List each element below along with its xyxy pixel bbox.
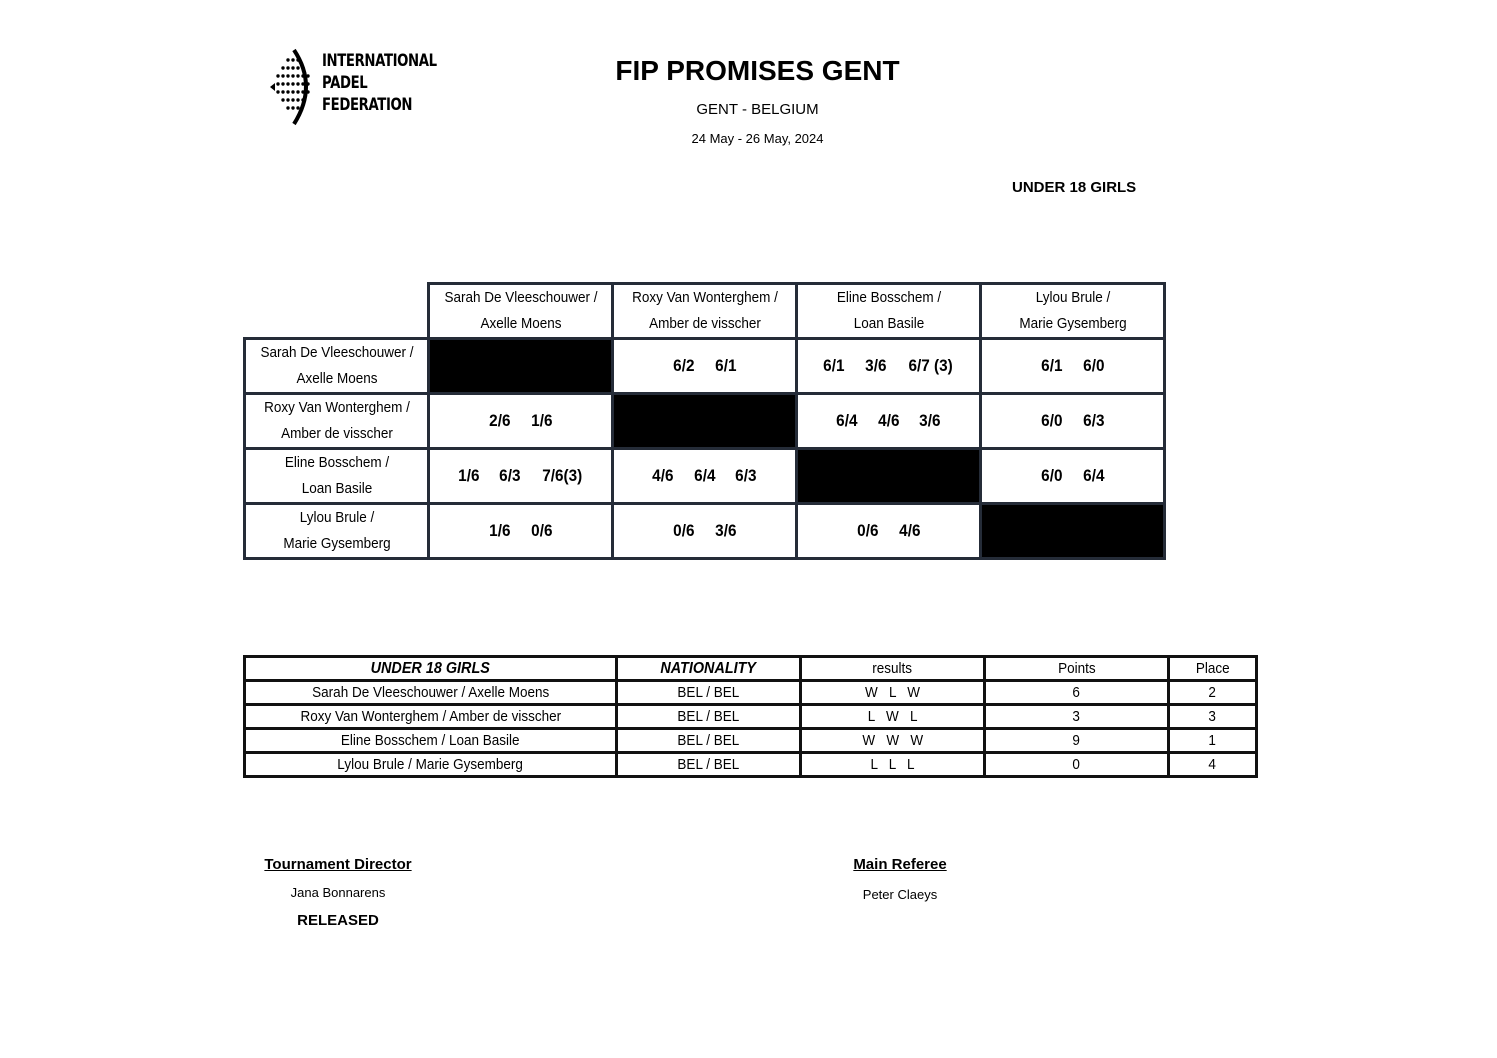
score-cell	[797, 339, 981, 394]
dates: 24 May - 26 May, 2024	[691, 131, 824, 146]
matrix-row	[245, 339, 1165, 394]
score-cell	[613, 339, 797, 394]
header-text: NATIONALITY	[660, 659, 757, 677]
score-cell	[429, 504, 613, 559]
page-title: FIP PROMISES GENT	[615, 55, 900, 86]
cell-text: 0	[1072, 756, 1081, 773]
standings-cell	[801, 753, 985, 777]
cell-text: BEL / BEL	[677, 732, 740, 749]
set-score: 6/4	[1082, 466, 1104, 485]
score-cell	[797, 394, 981, 449]
team-name-line: Axelle Moens	[295, 370, 378, 387]
team-name-cell	[254, 394, 420, 449]
team-name-line: Roxy Van Wonterghem /	[631, 289, 778, 306]
cell-text: 3	[1208, 708, 1217, 725]
matrix-row	[245, 394, 1165, 449]
team-name-cell	[254, 339, 420, 394]
team-name-line: Sarah De Vleeschouwer /	[259, 344, 414, 361]
set-score: 7/6(3)	[542, 466, 583, 485]
standings-cell	[245, 729, 617, 753]
team-name-line: Amber de visscher	[648, 315, 761, 332]
header-text: Place	[1195, 660, 1230, 677]
self-match-cell	[797, 449, 981, 504]
team-name-line: Sarah De Vleeschouwer /	[443, 289, 598, 306]
matrix-row	[245, 449, 1165, 504]
team-name-line: Lylou Brule /	[1035, 289, 1110, 306]
standings-cell	[985, 753, 1169, 777]
team-name-line: Axelle Moens	[479, 315, 562, 332]
director-name: Jana Bonnarens	[290, 885, 386, 900]
team-name-line: Amber de visscher	[280, 425, 393, 442]
header-text: Points	[1057, 660, 1096, 677]
team-name-line: Lylou Brule /	[299, 509, 374, 526]
team-name-cell	[990, 284, 1156, 339]
header-text: UNDER 18 GIRLS	[370, 659, 491, 677]
standings-table	[243, 655, 1258, 778]
standings-cell	[801, 681, 985, 705]
standings-cell	[245, 705, 617, 729]
cell-text: 3	[1072, 708, 1081, 725]
logo-line: PADEL	[322, 73, 368, 93]
cell-text: 1	[1208, 732, 1217, 749]
team-name-cell	[622, 284, 788, 339]
team-name-cell	[438, 284, 604, 339]
cell-text: Roxy Van Wonterghem / Amber de visscher	[300, 708, 561, 725]
set-score: 6/4	[693, 466, 716, 485]
set-score: 6/1	[1041, 356, 1063, 375]
referee-label: Main Referee	[853, 856, 947, 873]
set-score: 6/0	[1082, 356, 1104, 375]
header-cell	[1169, 657, 1257, 681]
set-score: 3/6	[919, 411, 941, 430]
standings-cell	[617, 705, 801, 729]
set-score: 2/6	[489, 411, 511, 430]
set-score: 6/7 (3)	[908, 356, 953, 375]
set-score: 0/6	[673, 521, 695, 540]
header-row	[245, 284, 1165, 339]
standings-cell	[617, 753, 801, 777]
score-cell	[981, 394, 1165, 449]
cell-text: 6	[1072, 684, 1081, 701]
set-score: 0/6	[857, 521, 879, 540]
standings-row	[245, 705, 1257, 729]
set-score: 1/6	[457, 466, 480, 485]
standings-cell	[801, 729, 985, 753]
set-score: 6/3	[1082, 411, 1104, 430]
set-score: 0/6	[530, 521, 552, 540]
team-name-cell	[254, 504, 420, 559]
standings-header	[245, 657, 1257, 681]
set-score: 6/4	[836, 411, 858, 430]
set-score: 3/6	[714, 521, 736, 540]
cell-text: W L W	[864, 684, 920, 701]
score-cell	[429, 394, 613, 449]
standings-cell	[1169, 681, 1257, 705]
cell-text: 9	[1072, 732, 1081, 749]
set-score: 6/1	[714, 356, 736, 375]
empty-corner	[245, 284, 429, 339]
set-score: 6/0	[1041, 466, 1063, 485]
self-match-cell	[613, 394, 797, 449]
cell-text: Lylou Brule / Marie Gysemberg	[337, 756, 524, 773]
set-score: 1/6	[489, 521, 511, 540]
set-score: 3/6	[865, 356, 887, 375]
header-cell	[985, 657, 1169, 681]
header-cell	[617, 657, 801, 681]
header-cell	[245, 657, 617, 681]
score-cell	[797, 504, 981, 559]
cell-text: Sarah De Vleeschouwer / Axelle Moens	[311, 684, 550, 701]
cell-text: 2	[1208, 684, 1217, 701]
director-label: Tournament Director	[264, 856, 412, 873]
cell-text: BEL / BEL	[677, 708, 740, 725]
team-name-cell	[806, 284, 972, 339]
standings-cell	[985, 705, 1169, 729]
standings-row	[245, 729, 1257, 753]
score-cell	[981, 449, 1165, 504]
set-score: 6/3	[499, 466, 521, 485]
standings-cell	[985, 729, 1169, 753]
set-score: 6/2	[673, 356, 695, 375]
team-name-line: Eline Bosschem /	[284, 454, 389, 471]
self-match-cell	[429, 339, 613, 394]
team-name-line: Loan Basile	[301, 480, 372, 497]
set-score: 6/0	[1041, 411, 1063, 430]
standings-cell	[985, 681, 1169, 705]
team-name-line: Roxy Van Wonterghem /	[263, 399, 410, 416]
team-name-line: Marie Gysemberg	[282, 535, 391, 552]
referee-block	[780, 856, 1020, 902]
standings-cell	[617, 729, 801, 753]
score-cell	[429, 449, 613, 504]
logo-line: FEDERATION	[322, 95, 413, 115]
set-score: 1/6	[530, 411, 552, 430]
cell-text: BEL / BEL	[677, 756, 740, 773]
score-cell	[613, 504, 797, 559]
team-name-line: Eline Bosschem /	[836, 289, 941, 306]
header-text: results	[872, 660, 913, 677]
standings-cell	[1169, 705, 1257, 729]
set-score: 4/6	[652, 466, 674, 485]
location: GENT - BELGIUM	[696, 101, 819, 118]
cell-text: 4	[1208, 756, 1217, 773]
cell-text: L W L	[867, 708, 918, 725]
score-cell	[981, 339, 1165, 394]
self-match-cell	[981, 504, 1165, 559]
team-name-cell	[254, 449, 420, 504]
standings-cell	[1169, 729, 1257, 753]
team-name-line: Marie Gysemberg	[1018, 315, 1127, 332]
results-matrix	[243, 282, 1166, 560]
logo-line: INTERNATIONAL	[322, 51, 437, 71]
standings-row	[245, 753, 1257, 777]
score-cell	[613, 449, 797, 504]
team-name-line: Loan Basile	[853, 315, 924, 332]
standings-cell	[245, 753, 617, 777]
standings-cell	[801, 705, 985, 729]
standings-cell	[1169, 753, 1257, 777]
director-block	[218, 856, 458, 929]
standings-row	[245, 681, 1257, 705]
set-score: 6/3	[735, 466, 757, 485]
release-status: RELEASED	[297, 912, 379, 929]
cell-text: W W W	[862, 732, 923, 749]
set-score: 4/6	[877, 411, 900, 430]
cell-text: BEL / BEL	[677, 684, 740, 701]
referee-name: Peter Claeys	[862, 887, 938, 902]
cell-text: L L L	[870, 756, 915, 773]
cell-text: Eline Bosschem / Loan Basile	[341, 732, 520, 749]
matrix-row	[245, 504, 1165, 559]
set-score: 6/1	[823, 356, 845, 375]
set-score: 4/6	[898, 521, 920, 540]
category: UNDER 18 GIRLS	[1012, 179, 1137, 196]
header-cell	[801, 657, 985, 681]
standings-cell	[245, 681, 617, 705]
standings-cell	[617, 681, 801, 705]
